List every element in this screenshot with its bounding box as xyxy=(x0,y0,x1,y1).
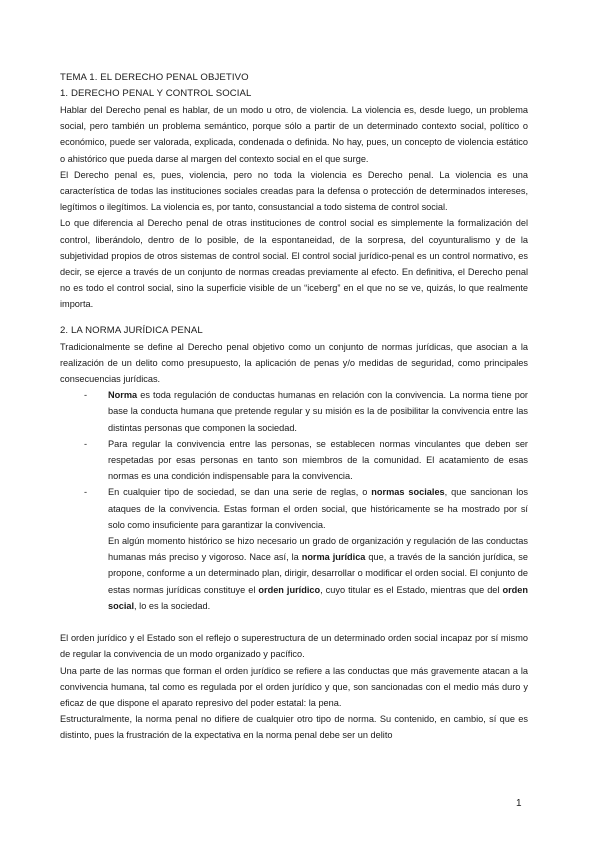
paragraph: El orden jurídico y el Estado son el reflejo o superestructura de un determinado orden social incapaz por sí mismo de regular la convivencia de un modo organizado y pacífico. xyxy=(60,633,528,660)
list-item-text: En cualquier tipo de sociedad, se dan una serie de reglas, o xyxy=(108,487,372,498)
paragraph: Lo que diferencia al Derecho penal de otras instituciones de control social es simplemente la formalización del control, liberándolo, dentro de lo posible, de la espontaneidad, de la sorpresa, del coyunturalismo y de la subjetividad propios de otros sistemas de control social. El control social jurídico-penal es un control normativo, es decir, se ejerce a través de un conjunto de normas creadas previamente al efecto. En definitiva, el Derecho penal no es todo el control social, sino la superficie visible de un “iceberg” en el que no se ve, quizás, lo que realmente importa. xyxy=(60,218,528,310)
paragraph: Una parte de las normas que forman el orden jurídico se refiere a las conductas que más gravemente atacan a la convivencia humana, tal como es regulada por el orden jurídico y que, son sancionadas con el medio más duro y eficaz de que dispone el aparato represivo del poder estatal: la pena. xyxy=(60,665,528,708)
paragraph: Hablar del Derecho penal es hablar, de un modo u otro, de violencia. La violencia es, desde luego, un problema social, pero también un problema semántico, porque sólo a partir de un determinado contexto social, político o económico, puede ser valorada, explicada, condenada o definida. No hay, pues, un concepto de violencia estático o ahistórico que pueda darse al margen del contexto social en el que surge. xyxy=(60,105,528,164)
list-item xyxy=(108,436,528,485)
bold-term: Norma xyxy=(108,390,138,401)
bold-term: orden jurídico xyxy=(258,584,321,595)
bold-term: normas sociales xyxy=(371,487,445,498)
section-heading-1: 1. DERECHO PENAL Y CONTROL SOCIAL xyxy=(60,88,252,99)
list-item-text: , que sancionan los ataques de la convivencia. Estas forman el orden social, que históricamente se ha mostrado por sí solo como insuficiente para garantizar la convivencia. xyxy=(108,487,528,530)
list-item xyxy=(108,484,528,533)
paragraph: El Derecho penal es, pues, violencia, pero no toda la violencia es Derecho penal. La violencia es una característica de todas las instituciones sociales creadas para la defensa o protección de determinados intereses, legítimos o ilegítimos. La violencia es, por tanto, consustancial a todo sistema de control social. xyxy=(60,169,528,213)
page-number: 1 xyxy=(516,798,522,809)
chapter-title: TEMA 1. EL DERECHO PENAL OBJETIVO xyxy=(60,72,249,83)
bold-term: orden social xyxy=(108,584,528,611)
list-item xyxy=(108,387,528,436)
bullet-list xyxy=(60,387,528,533)
section-heading-2: 2. LA NORMA JURÍDICA PENAL xyxy=(60,324,203,336)
document-body xyxy=(60,70,528,744)
list-continuation: En algún momento histórico se hizo necesario un grado de organización y regulación de las conductas humanas más preciso y vigoroso. Nace así, la norma jurídica que, a través de la sanción jurídica, se propone, conforme a un determinado plan, dirigir, desarrollar o modificar el orden social. El conjunto de estas normas jurídicas constituye el orden jurídico, cuyo titular es el Estado, mientras que del orden social, lo es la sociedad. xyxy=(108,536,528,611)
bold-term: norma jurídica xyxy=(301,552,366,563)
paragraph: Tradicionalmente se define al Derecho penal objetivo como un conjunto de normas jurídicas, que asocian a la realización de un delito como presupuesto, la aplicación de penas y/o medidas de seguridad, como principales consecuencias jurídicas. xyxy=(60,341,528,385)
list-item-text: Para regular la convivencia entre las personas, se establecen normas vinculantes que deben ser respetadas por esas personas en tanto son miembros de la comunidad. El acatamiento de esas normas es una condición indispensable para la convivencia. xyxy=(108,438,528,482)
spacer xyxy=(60,614,528,630)
list-item-text: es toda regulación de conductas humanas en relación con la convivencia. La norma tiene por base la conducta humana que pretende regular y su misión es la de posibilitar la convivencia entre las distintas personas que componen la sociedad. xyxy=(108,390,528,433)
paragraph: Estructuralmente, la norma penal no difiere de cualquier otro tipo de norma. Su contenido, en cambio, sí que es distinto, pues la frustración de la expectativa en la norma penal debe ser un delito xyxy=(60,714,528,741)
